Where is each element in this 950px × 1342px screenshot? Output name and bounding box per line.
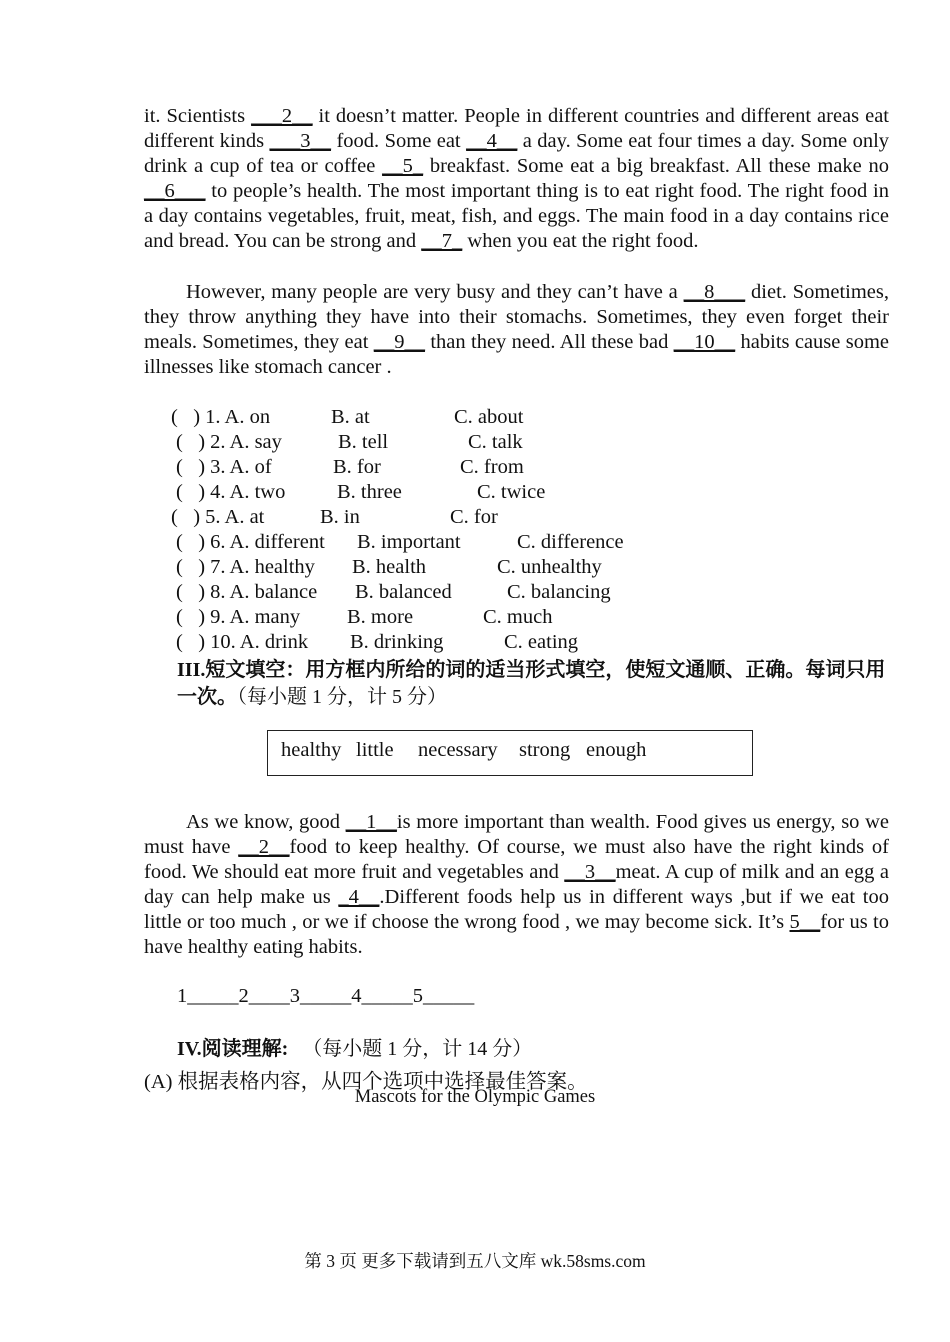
blank-5: 5__ [789, 911, 821, 933]
passage-text: food to keep healthy. Of course, we must also have the right kinds of food. We should eat more fruit and vegetables and [144, 836, 889, 883]
question-3-c: C. from [460, 456, 524, 478]
passage-text: a day. Some eat four times a day. Some only drink a cup of tea or coffee [144, 130, 890, 177]
passage-text: habits cause some illnesses like stomach cancer . [144, 331, 889, 378]
blank-2: __2__ [238, 836, 290, 858]
passage-text: for us to have healthy eating habits. [144, 911, 890, 958]
question-4-b: B. three [337, 481, 402, 503]
section-4-instruction: (A) 根据表格内容，从四个选项中选择最佳答案。 [144, 1071, 588, 1093]
question-2-b: B. tell [338, 431, 389, 453]
blank-3: __3__ [564, 861, 616, 883]
blank-8: __8___ [683, 281, 746, 303]
question-6-c: C. difference [517, 531, 624, 553]
question-2-a: ( ) 2. A. say [176, 431, 282, 453]
blank-2: ___2__ [251, 105, 313, 127]
passage-text: As we know, good [186, 811, 346, 833]
question-9-c: C. much [483, 606, 553, 628]
section-3-score: （每小题 1 分，计 5 分） [237, 686, 447, 708]
question-10-a: ( ) 10. A. drink [176, 631, 309, 653]
question-5-b: B. in [320, 506, 360, 528]
blank-5: __5_ [382, 155, 424, 177]
question-7-b: B. health [352, 556, 427, 578]
blank-6: __6___ [144, 180, 206, 202]
question-4-a: ( ) 4. A. two [176, 481, 286, 503]
blank-1: __1__ [345, 811, 397, 833]
question-1-b: B. at [331, 406, 370, 428]
passage-text: food. Some eat [331, 130, 467, 152]
passage-text: to people’s health. The most important thing is to eat right food. The right food in a day contains vegetables, fruit, meat, fish, and eggs. The main food in a day contains rice and bread. You can be strong and [144, 180, 889, 252]
section-3-title: III.短文填空：用方框内所给的词的适当形式填空，使短文通顺、正确。每词只用一次。 [177, 659, 886, 708]
page-footer: 第 3 页 更多下载请到五八文库 wk.58sms.com [304, 1251, 646, 1271]
passage-paragraph-1 [144, 104, 889, 254]
question-8-a: ( ) 8. A. balance [176, 581, 318, 603]
blank-4: _4__ [338, 886, 380, 908]
question-10-c: C. eating [504, 631, 579, 653]
word-box-word: strong [519, 739, 571, 761]
question-5-a: ( ) 5. A. at [171, 506, 265, 528]
question-2-c: C. talk [468, 431, 523, 453]
question-3-a: ( ) 3. A. of [176, 456, 272, 478]
blank-9: __9__ [373, 331, 426, 353]
passage-text: it. Scientists [144, 105, 252, 127]
question-5-c: C. for [450, 506, 498, 528]
blank-7: __7_ [421, 230, 463, 252]
question-6-a: ( ) 6. A. different [176, 531, 325, 553]
word-box-word: little [356, 739, 394, 761]
passage-text: than they need. All these bad [425, 331, 674, 353]
passage-paragraph-2 [144, 280, 889, 380]
section-4-heading [177, 1036, 889, 1063]
blank-4: __4__ [466, 130, 518, 152]
passage-text: meat. A cup of milk and an egg a day can help make us [144, 861, 889, 908]
section-3-heading [177, 657, 889, 711]
word-box-word: necessary [418, 739, 498, 761]
section-3-passage [144, 810, 889, 960]
passage-text: breakfast. Some eat a big breakfast. All these make no [423, 155, 889, 177]
section-4-score: （每小题 1 分，计 14 分） [302, 1038, 533, 1060]
question-1-c: C. about [454, 406, 524, 428]
question-6-b: B. important [357, 531, 461, 553]
blank-10: __10__ [673, 331, 736, 353]
question-1-a: ( ) 1. A. on [171, 406, 271, 428]
blank-3: ___3__ [269, 130, 332, 152]
question-3-b: B. for [333, 456, 381, 478]
question-9-b: B. more [347, 606, 414, 628]
question-7-c: C. unhealthy [497, 556, 602, 578]
question-9-a: ( ) 9. A. many [176, 606, 301, 628]
question-8-c: C. balancing [507, 581, 611, 603]
word-box-word: enough [586, 739, 647, 761]
passage-text: diet. Sometimes, they throw anything they have into their stomachs. Sometimes, they even forget their meals. Sometimes, they eat [144, 281, 889, 353]
question-7-a: ( ) 7. A. healthy [176, 556, 315, 578]
question-4-c: C. twice [477, 481, 546, 503]
passage-text: it doesn’t matter. People in different countries and different areas eat different kinds [144, 105, 889, 152]
section-4-title: IV.阅读理解: [177, 1038, 289, 1060]
word-box-word: healthy [281, 739, 342, 761]
passage-text: when you eat the right food. [462, 230, 699, 252]
question-8-b: B. balanced [355, 581, 452, 603]
answer-line: 1_____2____3_____4_____5_____ [177, 985, 475, 1007]
passage-text: However, many people are very busy and they can’t have a [186, 281, 684, 303]
passage-text: is more important than wealth. Food gives us energy, so we must have [144, 811, 889, 858]
passage-text: .Different foods help us in different ways ,but if we eat too little or too much , or we if choose the wrong food , we may become sick. It’s [144, 886, 889, 933]
table-caption: Mascots for the Olympic Games [354, 1087, 596, 1107]
question-10-b: B. drinking [350, 631, 444, 653]
word-box [267, 730, 753, 776]
